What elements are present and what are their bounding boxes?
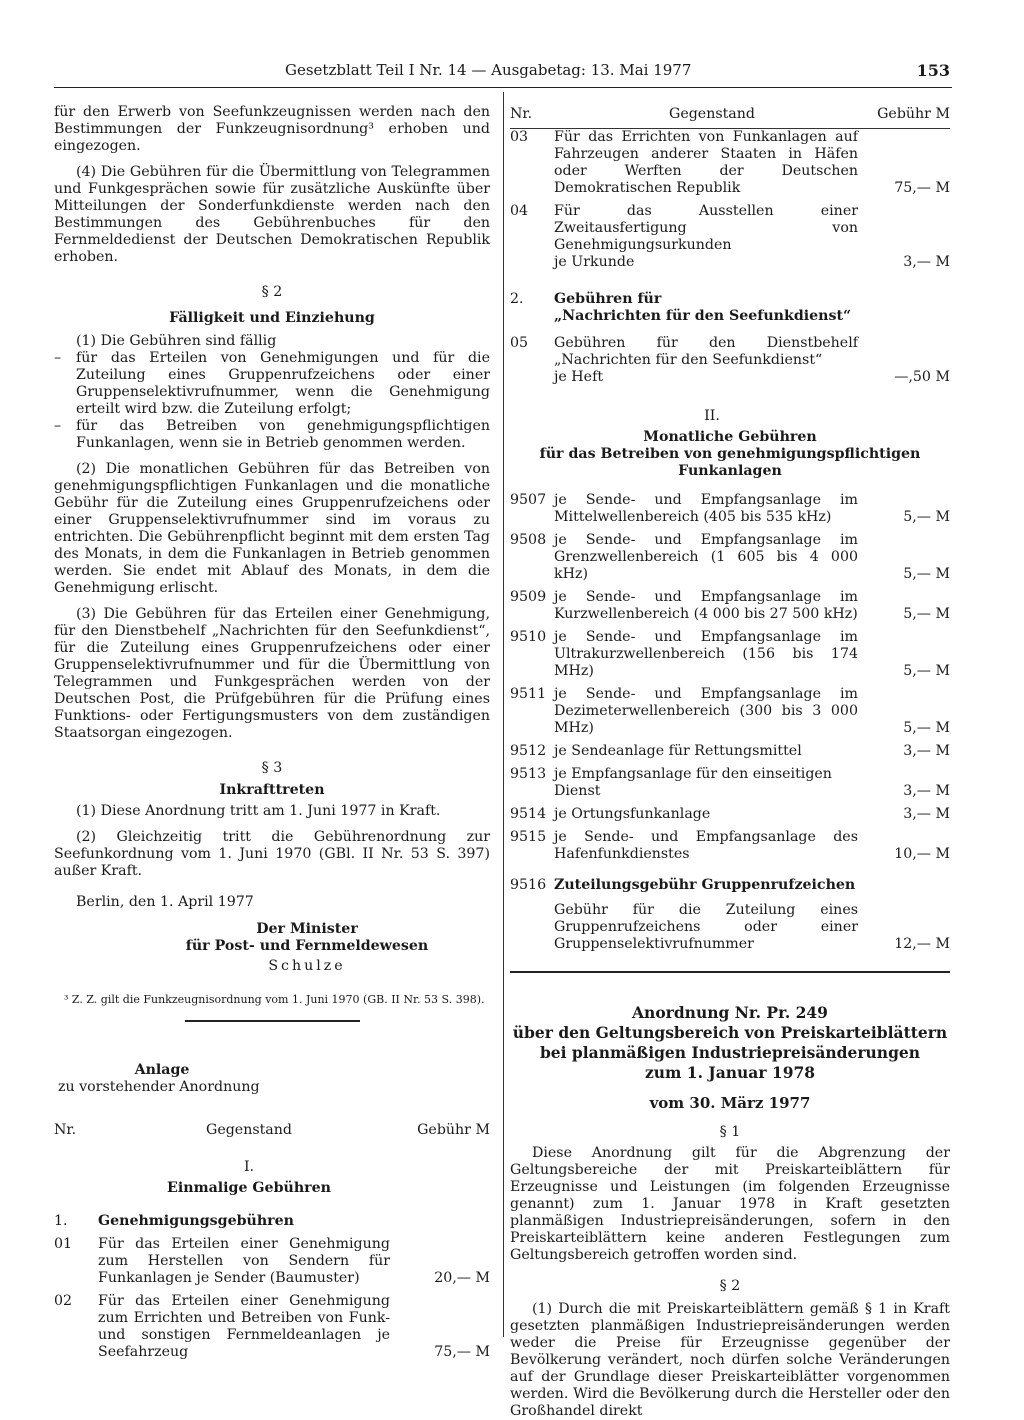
- column-header-fee: Gebühr M: [877, 106, 950, 122]
- row-text: je Sende- und Empfangsanlage im Grenzwellenbereich (1 605 bis 4 000 kHz): [554, 532, 858, 582]
- roman-heading-2: II.: [704, 408, 720, 424]
- column-header-subject: Gegenstand: [205, 1122, 292, 1138]
- row-amount: 3,— M: [903, 783, 950, 799]
- anordnung-title-1: Anordnung Nr. Pr. 249: [632, 1003, 828, 1022]
- left-column: [54, 104, 490, 1361]
- column-header-fee: Gebühr M: [417, 1122, 490, 1138]
- section-1-title: Genehmigungsgebühren: [98, 1213, 294, 1229]
- heading-line3: Funkanlagen: [678, 463, 782, 479]
- section-2-p2: (2) Die monatlichen Gebühren für das Betreiben von genehmigungspflichtigen Funkanlagen und die monatliche Gebühr für die Zuteilung eines Gruppenrufzeichens oder einer Gruppenselektivrufnummer sind im voraus zu entrichten. Die Gebührenpflicht beginnt mit dem ersten Tag des Monats, in dem die Funkanlagen in Betrieb genommen werden. Sie endet mit Ablauf des Monats, in dem die Genehmigung erlischt.: [54, 461, 490, 596]
- heading-line2: für das Betreiben von genehmigungspflichtigen: [539, 446, 921, 462]
- row-nr: 9512: [510, 743, 547, 759]
- header-rule: [54, 87, 952, 88]
- separator-rule: [185, 1020, 360, 1022]
- row-text-unit: je Urkunde: [554, 254, 635, 270]
- signature-name: Schulze: [268, 958, 346, 974]
- section-3-p1: (1) Diese Anordnung tritt am 1. Juni 1977 in Kraft.: [76, 803, 441, 819]
- anlage-title: Anlage: [134, 1062, 190, 1078]
- table-row: [510, 129, 950, 197]
- anordnung-section-2-number: § 2: [719, 1278, 741, 1294]
- column-divider: [503, 92, 504, 1337]
- fee-table-left: [54, 1122, 490, 1361]
- table-row: [510, 492, 950, 526]
- row-text: je Empfangsanlage für den einseitigen Dienst: [554, 766, 832, 799]
- table-row: [510, 829, 950, 863]
- section-2-heading-line2: „Nachrichten für den Seefunkdienst“: [554, 308, 852, 324]
- heading-line1: Monatliche Gebühren: [643, 429, 817, 445]
- separator-rule: [510, 971, 950, 973]
- table-row: [510, 589, 950, 623]
- row-nr: 01: [54, 1236, 73, 1252]
- row-text: [554, 335, 870, 386]
- row-nr: 05: [510, 335, 529, 351]
- anordnung-date: vom 30. März 1977: [649, 1094, 811, 1112]
- heading-einmalige-gebuehren: Einmalige Gebühren: [167, 1180, 331, 1196]
- roman-heading-1: I.: [243, 1159, 255, 1175]
- row-text: Für das Errichten von Funkanlagen auf Fahrzeugen anderer Staaten in Häfen oder Werften der Deutschen Demokratischen Republik: [554, 129, 858, 196]
- column-header-nr: Nr.: [54, 1122, 77, 1138]
- row-text: je Sende- und Empfangsanlage im Ultrakurzwellenbereich (156 bis 174 MHz): [554, 629, 858, 679]
- row-amount: 75,— M: [894, 180, 950, 196]
- row-text: je Sende- und Empfangsanlage im Kurzwellenbereich (4 000 bis 27 500 kHz): [554, 589, 858, 622]
- row-nr: 9508: [510, 532, 547, 548]
- section-2-title: Fälligkeit und Einziehung: [169, 310, 375, 326]
- section-3-title: Inkrafttreten: [219, 782, 325, 798]
- row-nr: 9515: [510, 829, 547, 845]
- anordnung-section-1-number: § 1: [719, 1124, 741, 1140]
- dash-item: [54, 418, 490, 452]
- row-amount: 5,— M: [903, 509, 950, 525]
- paragraph-4: (4) Die Gebühren für die Übermittlung von Telegrammen und Funkgesprächen sowie für zusätzliche Auskünfte über Mitteilungen der Sonderfunkdienste werden nach den Bestimmungen des Gebührenbuches für den Fernmeldedienst der Deutschen Demokratischen Republik erhoben.: [54, 164, 490, 265]
- row-amount: 3,— M: [903, 743, 950, 759]
- row-nr: 9513: [510, 766, 547, 782]
- table-row: [510, 806, 950, 823]
- anordnung-title-3: bei planmäßigen Industriepreisänderungen: [539, 1043, 921, 1062]
- anlage-subtitle: zu vorstehender Anordnung: [58, 1079, 260, 1095]
- row-text-main: Gebühren für den Dienstbehelf „Nachrichten für den Seefunkdienst“: [554, 335, 858, 368]
- row-amount: 5,— M: [903, 663, 950, 679]
- row-amount: 5,— M: [903, 606, 950, 622]
- dash-item-text: für das Betreiben von genehmigungspflichtigen Funkanlagen, wenn sie in Betrieb genommen werden.: [76, 418, 490, 451]
- row-nr: 9510: [510, 629, 547, 645]
- row-text: je Sende- und Empfangsanlage im Mittelwellenbereich (405 bis 535 kHz): [554, 492, 858, 525]
- row-text: je Sende- und Empfangsanlage im Dezimeterwellenbereich (300 bis 3 000 MHz): [554, 686, 858, 736]
- anordnung-section-2-text: (1) Durch die mit Preiskarteiblättern gemäß § 1 in Kraft gesetzten planmäßigen Industriepreisänderungen werden weder die Preise für Erzeugnisse gegenüber der Bevölkerung verändert, noch dürfen solche Veränderungen auf der Grundlage dieser Preiskarteiblätter vorgenommen werden. Wird die Bevölkerung durch die Hersteller oder den Großhandel direkt: [510, 1301, 950, 1419]
- row-nr: 9507: [510, 492, 547, 508]
- column-header-subject: Gegenstand: [668, 106, 755, 122]
- table-row: [54, 1236, 490, 1287]
- row-text-main: Für das Ausstellen einer Zweitausfertigung von Genehmigungsurkunden: [554, 203, 858, 253]
- table-row: [510, 877, 950, 894]
- row-amount: 3,— M: [903, 254, 950, 270]
- table-row: [510, 743, 950, 760]
- dash-item: [54, 350, 490, 418]
- place-date: Berlin, den 1. April 1977: [76, 894, 254, 910]
- row-text: Für das Erteilen einer Genehmigung zum Herstellen von Sendern für Funkanlagen je Sender (Baumuster): [98, 1236, 390, 1286]
- row-text: Für das Erteilen einer Genehmigung zum Errichten und Betreiben von Funk- und sonstigen Fernmeldeanlagen je Seefahrzeug: [98, 1293, 390, 1360]
- section-3-p2: (2) Gleichzeitig tritt die Gebührenordnung zur Seefunkordnung vom 1. Juni 1970 (GBl. II Nr. 53 S. 397) außer Kraft.: [54, 829, 490, 879]
- page-number: 153: [916, 61, 950, 80]
- table-row: [510, 766, 950, 800]
- row-nr: 9511: [510, 686, 547, 702]
- table-row: [510, 203, 950, 271]
- gazette-title: Gesetzblatt Teil I Nr. 14 — Ausgabetag: 13. Mai 1977: [285, 61, 692, 79]
- column-header-nr: Nr.: [510, 106, 533, 122]
- row-amount: 5,— M: [903, 566, 950, 582]
- dash-item-text: für das Erteilen von Genehmigungen und für die Zuteilung eines Gruppenrufzeichens oder einer Gruppenselektivrufnummer, wenn die Genehmigung erteilt wird bzw. die Zuteilung erfolgt;: [76, 350, 490, 417]
- row-amount: 5,— M: [903, 720, 950, 736]
- row-text-unit: je Heft: [554, 369, 604, 385]
- row-nr: 9509: [510, 589, 547, 605]
- fee-table-right: [510, 106, 950, 953]
- table-row: [510, 629, 950, 680]
- section-1-nr: 1.: [54, 1213, 68, 1229]
- anordnung-title-4: zum 1. Januar 1978: [644, 1063, 816, 1082]
- anordnung-heading: [510, 1003, 950, 1112]
- table-row: [54, 1293, 490, 1361]
- table-row: [510, 686, 950, 737]
- row-text: [554, 203, 870, 271]
- row-text: je Sende- und Empfangsanlage des Hafenfunkdienstes: [554, 829, 858, 862]
- row-nr: 03: [510, 129, 529, 145]
- row-title: Zuteilungsgebühr Gruppenrufzeichen: [554, 877, 856, 893]
- section-2-number: § 2: [261, 284, 283, 300]
- table-row: [510, 532, 950, 583]
- row-text: je Ortungsfunkanlage: [554, 806, 711, 822]
- anordnung-title-2: über den Geltungsbereich von Preiskarteiblättern: [512, 1023, 948, 1042]
- section-2-heading: [554, 271, 870, 325]
- row-text: Gebühr für die Zuteilung eines Gruppenrufzeichens oder einer Gruppenselektivrufnummer: [554, 902, 858, 952]
- table-header-row: [510, 106, 950, 123]
- row-amount: 12,— M: [894, 936, 950, 952]
- intro-text: für den Erwerb von Seefunkzeugnissen werden nach den Bestimmungen der Funkzeugnisordnung³ erhoben und eingezogen.: [54, 104, 490, 154]
- page-header: [285, 62, 950, 84]
- section-2-heading-line1: Gebühren für: [554, 291, 662, 307]
- signature-ministry: für Post- und Fernmeldewesen: [185, 938, 429, 954]
- section-2-nr: 2.: [510, 291, 524, 307]
- row-nr: 02: [54, 1293, 73, 1309]
- row-amount: 3,— M: [903, 806, 950, 822]
- table-row: [510, 335, 950, 386]
- row-nr: 9516: [510, 877, 547, 893]
- table-header-row: [54, 1122, 490, 1139]
- row-amount: 10,— M: [894, 846, 950, 862]
- table-row: [510, 902, 950, 953]
- anordnung-section-1-text: Diese Anordnung gilt für die Abgrenzung der Geltungsbereiche der mit Preiskarteiblättern für Erzeugnisse und Leistungen (im folgenden Erzeugnisse genannt) zum 1. Januar 1978 in Kraft gesetzten planmäßigen Industriepreisänderungen, sofern in den Preiskarteiblättern keine anderen Festlegungen zum Geltungsbereich getroffen worden sind.: [510, 1145, 950, 1263]
- signature-title: Der Minister: [256, 921, 358, 937]
- row-amount: —,50 M: [894, 369, 950, 385]
- footnote: ³ Z. Z. gilt die Funkzeugnisordnung vom 1. Juni 1970 (GB. II Nr. 53 S. 398).: [64, 993, 485, 1006]
- section-3-number: § 3: [261, 760, 283, 776]
- right-column: [510, 106, 950, 1420]
- heading-monatliche-gebuehren: [510, 425, 950, 480]
- row-text: je Sendeanlage für Rettungsmittel: [554, 743, 802, 759]
- section-2-p1: (1) Die Gebühren sind fällig: [76, 333, 277, 349]
- dash-mark: –: [54, 418, 62, 434]
- row-nr: 9514: [510, 806, 547, 822]
- row-amount: 75,— M: [434, 1344, 490, 1360]
- row-nr: 04: [510, 203, 529, 219]
- dash-mark: –: [54, 350, 62, 366]
- row-amount: 20,— M: [434, 1270, 490, 1286]
- section-2-p3: (3) Die Gebühren für das Erteilen einer Genehmigung, für den Dienstbehelf „Nachrichten für den Seefunkdienst“, für die Zuteilung eines Gruppenrufzeichens oder einer Gruppenselektivrufnummer und für die Übermittlung von Telegrammen und Funkgesprächen werden von der Deutschen Post, die Prüfgebühren für die Prüfung eines Funktions- oder Fertigungsmusters von dem zuständigen Staatsorgan eingezogen.: [54, 606, 490, 741]
